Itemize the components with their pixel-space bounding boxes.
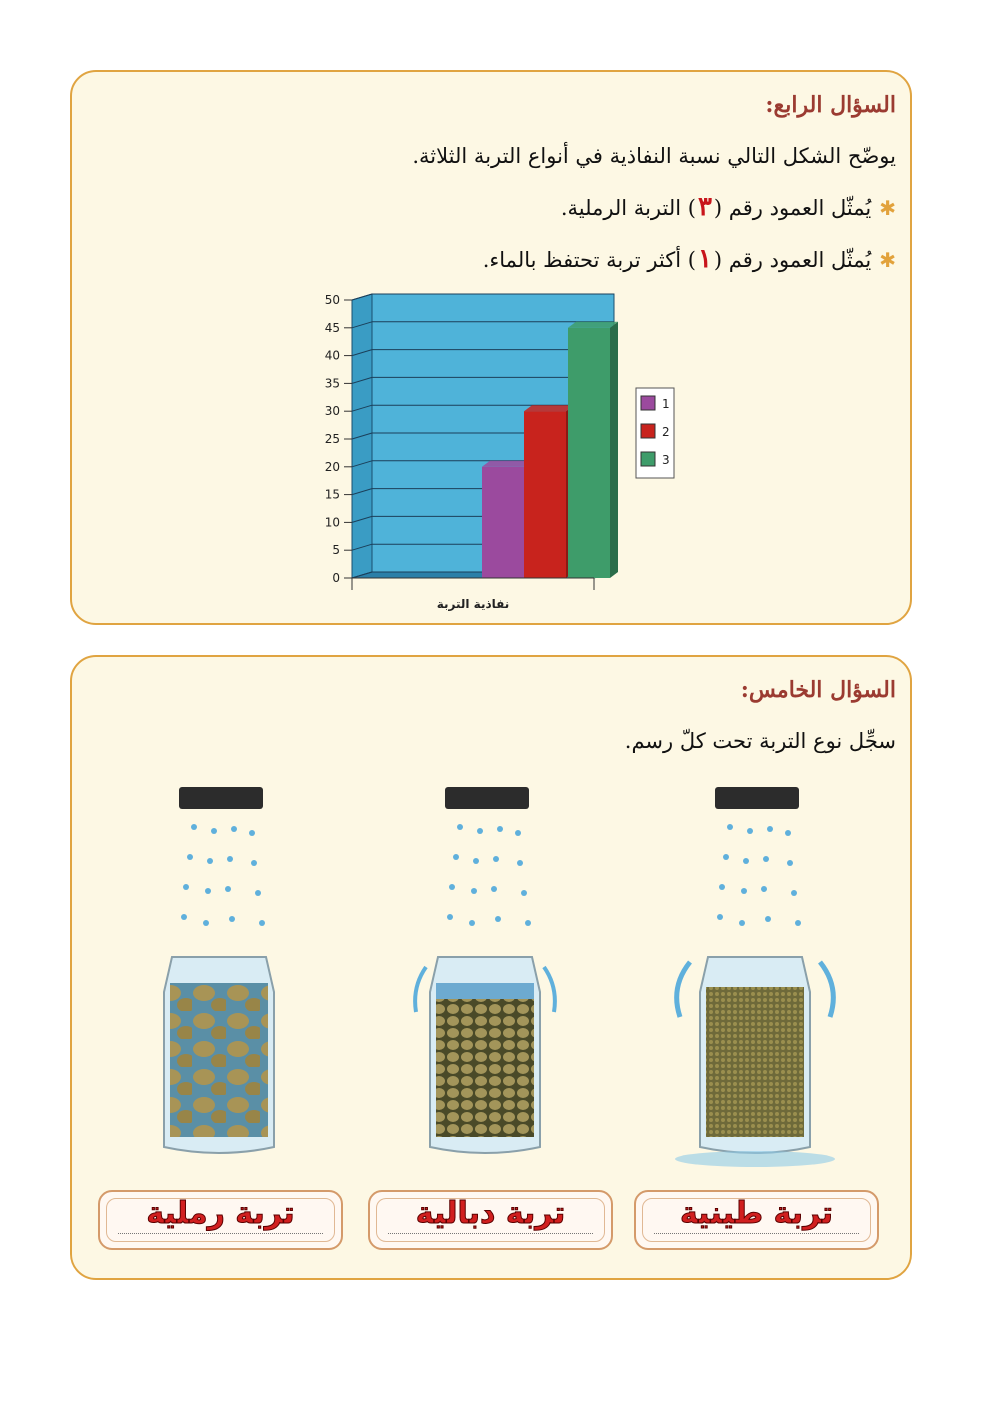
answer-sandy-soil: تربة رملية — [146, 1196, 295, 1231]
bullet-star-icon: ✱ — [879, 196, 896, 220]
water-tap-icon — [179, 787, 263, 809]
answer-clay-soil: تربة طينية — [679, 1196, 834, 1231]
question-4-intro: يوضّح الشكل التالي نسبة النفاذية في أنواع التربة الثلاثة. — [412, 144, 896, 168]
chart-legend-label-2: 2 — [662, 425, 670, 439]
chart-bar-series-1 — [482, 467, 524, 578]
permeability-bar-chart — [322, 282, 682, 622]
question-4-bullet-1 — [561, 192, 896, 222]
question-5-card — [70, 655, 912, 1280]
chart-bar-top-series-3 — [568, 322, 618, 328]
bullet-2-answer: ١ — [697, 244, 712, 274]
answer-box-sand[interactable] — [98, 1190, 343, 1250]
bullet-2-text-before: يُمثّل العمود رقم ( — [713, 248, 872, 272]
water-drops-icon — [447, 824, 531, 926]
answer-box-clay[interactable] — [634, 1190, 879, 1250]
question-4-title: السؤال الرابع: — [765, 92, 896, 118]
water-tap-icon — [445, 787, 529, 809]
chart-bar-series-3 — [568, 328, 610, 578]
chart-y-tick-label: 30 — [324, 404, 340, 419]
chart-y-tick-label: 50 — [324, 293, 340, 307]
chart-legend-swatch-3 — [641, 452, 655, 466]
question-5-title: السؤال الخامس: — [740, 677, 896, 703]
chart-legend-label-1: 1 — [662, 397, 670, 411]
chart-y-tick-label: 20 — [324, 459, 340, 474]
water-drops-icon — [717, 824, 801, 926]
answer-box-humus[interactable] — [368, 1190, 613, 1250]
bullet-1-text-after: ) التربة الرملية. — [560, 196, 696, 220]
chart-y-tick-label: 0 — [332, 571, 340, 585]
answer-humus-soil: تربة دبالية — [415, 1196, 566, 1231]
question-5-intro: سجِّل نوع التربة تحت كلّ رسم. — [624, 729, 896, 753]
sandy-soil-jar-illustration — [124, 787, 314, 1167]
chart-y-tick-label: 40 — [324, 348, 340, 363]
chart-y-tick-label: 10 — [324, 515, 340, 530]
chart-legend — [636, 388, 674, 478]
water-tap-icon — [715, 787, 799, 809]
bullet-star-icon: ✱ — [879, 248, 896, 272]
chart-legend-swatch-2 — [641, 424, 655, 438]
humus-soil-jar-illustration — [390, 787, 580, 1167]
chart-bar-side-series-3 — [610, 322, 618, 578]
chart-y-tick-label: 35 — [324, 376, 340, 391]
chart-y-tick-label: 15 — [324, 487, 340, 502]
chart-legend-swatch-1 — [641, 396, 655, 410]
bullet-1-answer: ٣ — [697, 192, 712, 222]
question-4-card — [70, 70, 912, 625]
chart-y-tick-label: 45 — [324, 320, 340, 335]
bullet-1-text-before: يُمثّل العمود رقم ( — [713, 196, 872, 220]
chart-x-axis-label: نفاذية التربة — [436, 597, 510, 611]
question-4-bullet-2 — [483, 244, 896, 274]
water-drops-icon — [181, 824, 265, 926]
chart-bar-series-2 — [524, 411, 566, 578]
chart-y-tick-label: 5 — [332, 543, 340, 558]
bullet-2-text-after: ) أكثر تربة تحتفظ بالماء. — [482, 248, 696, 272]
chart-y-tick-label: 25 — [324, 432, 340, 446]
chart-y-axis — [325, 293, 352, 585]
clay-soil-jar-illustration — [660, 787, 850, 1167]
chart-legend-label-3: 3 — [662, 453, 670, 467]
chart-bar-top-series-2 — [524, 405, 574, 411]
